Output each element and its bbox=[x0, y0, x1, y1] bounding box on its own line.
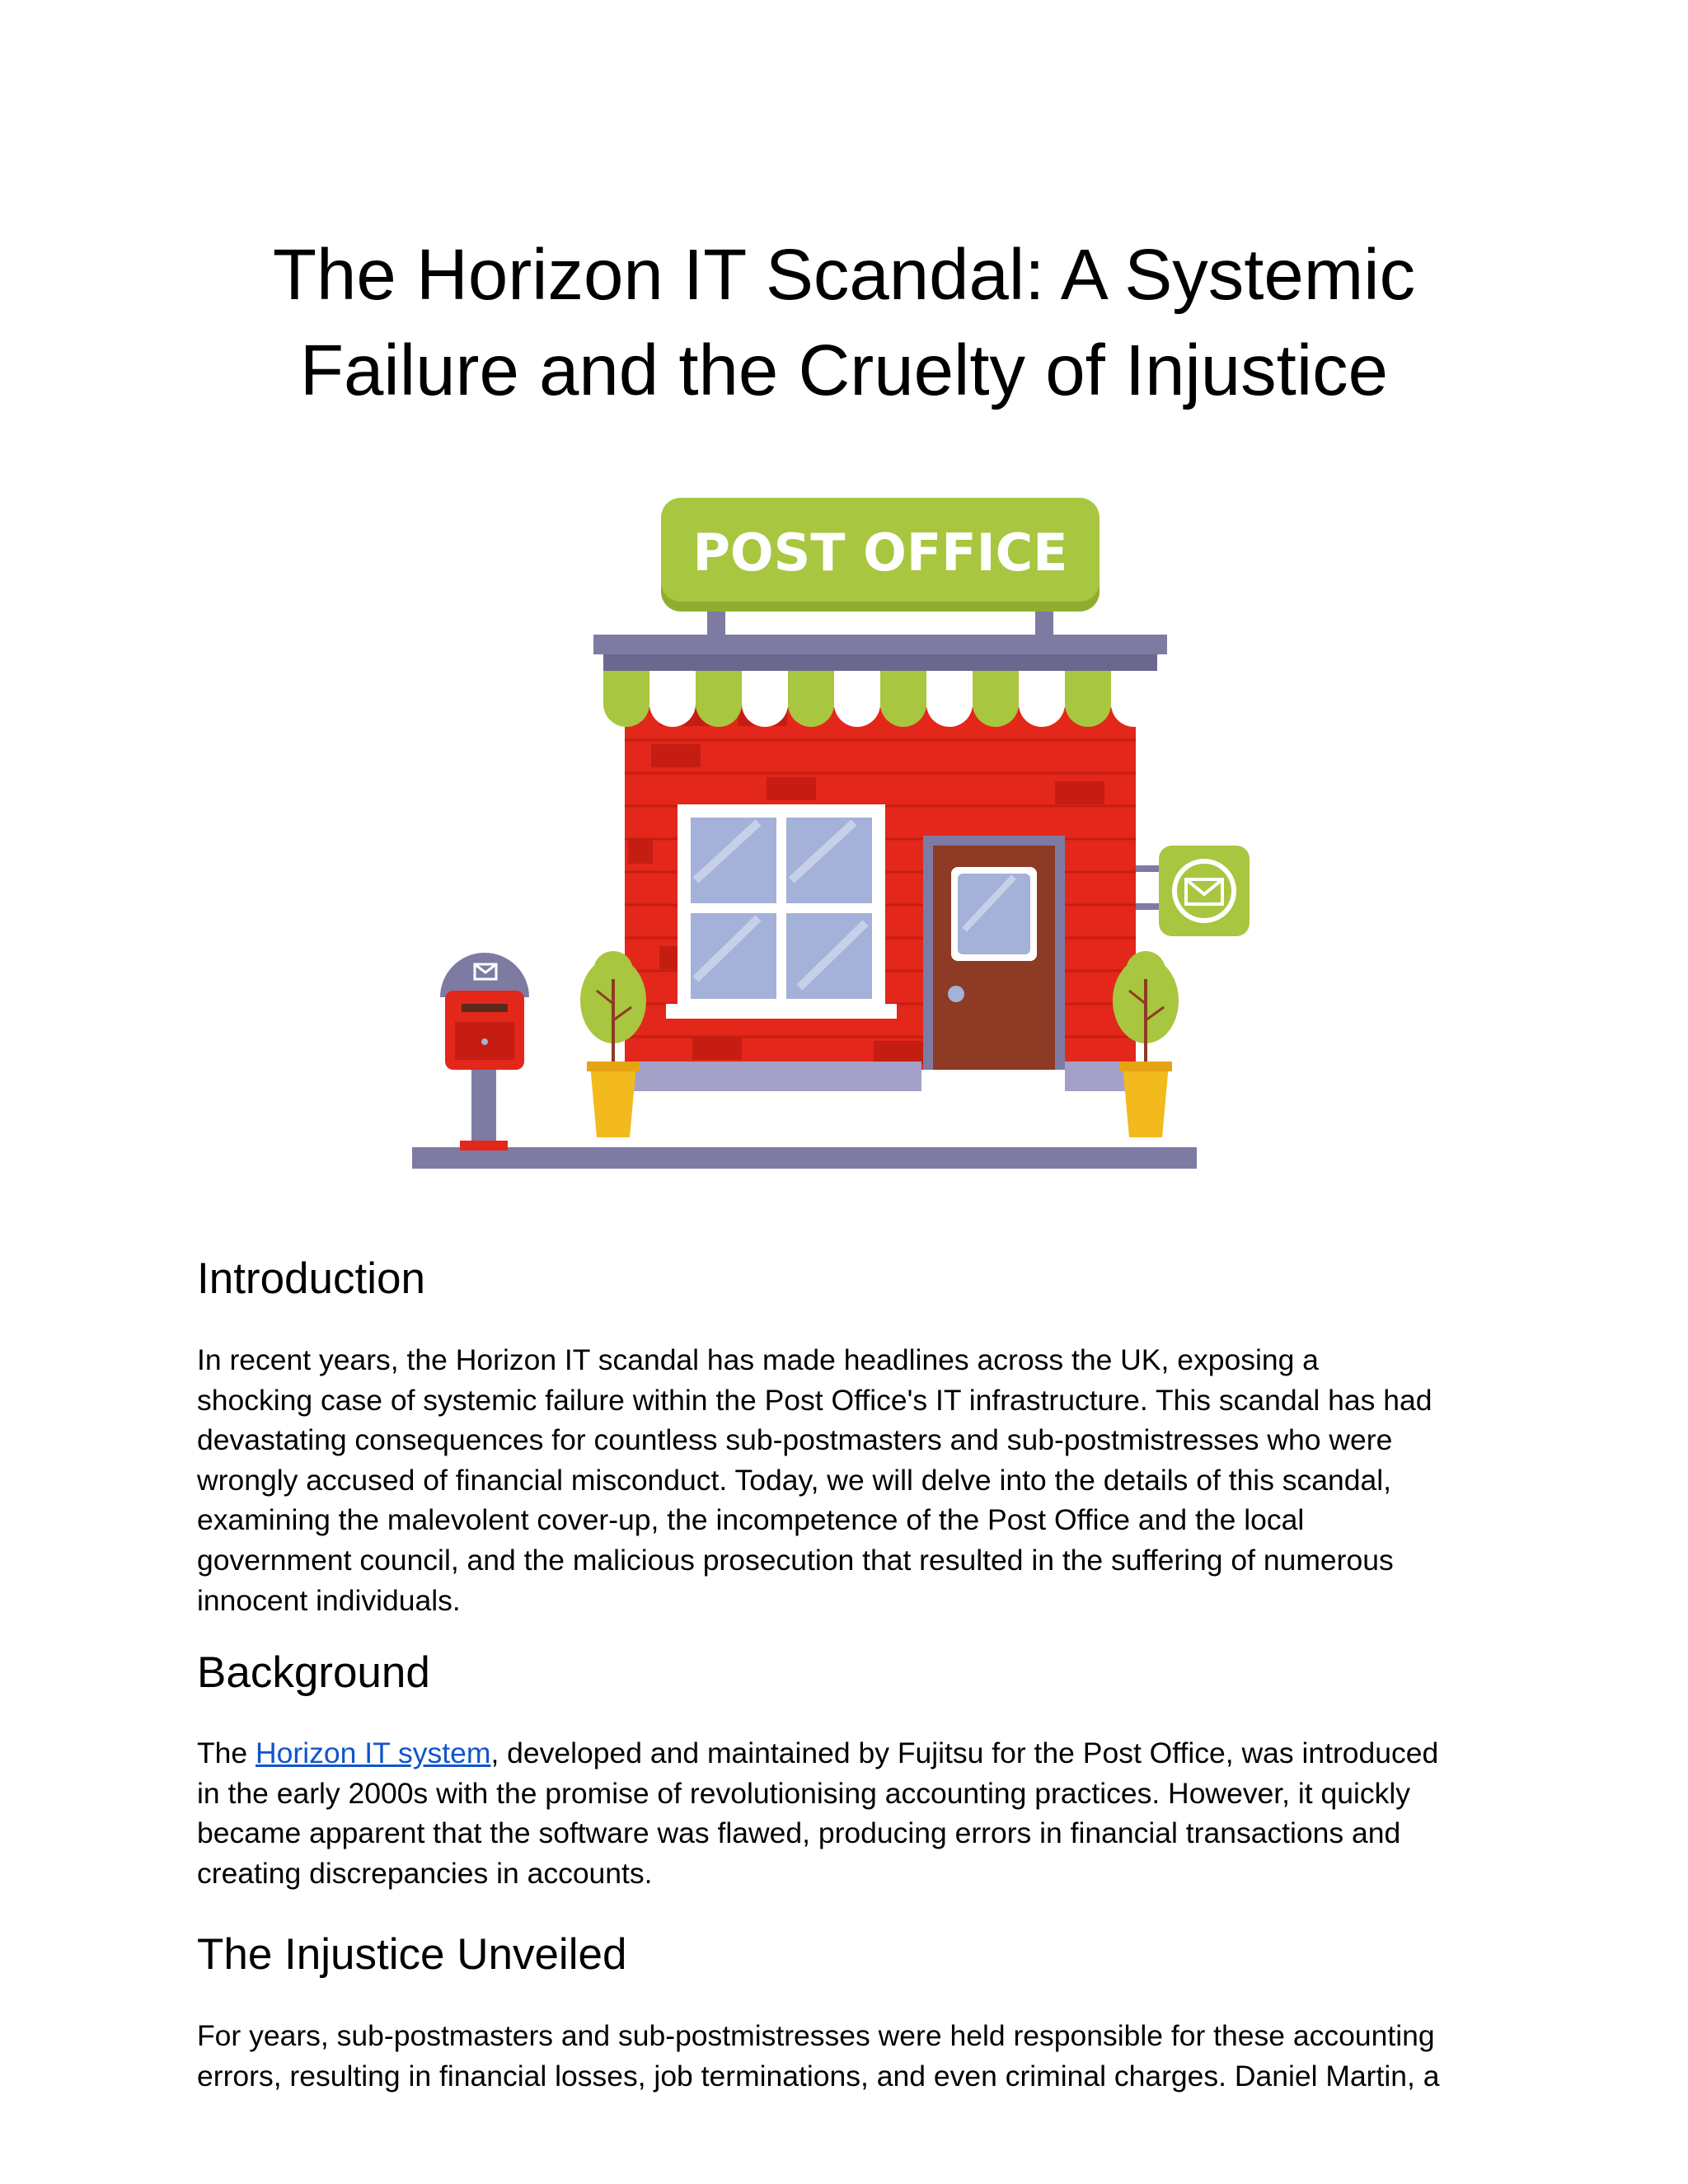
mailbox bbox=[440, 953, 529, 1151]
shop-door bbox=[923, 836, 1065, 1070]
introduction-heading: Introduction bbox=[197, 1254, 425, 1303]
background-heading: Background bbox=[197, 1648, 430, 1697]
mail-sign bbox=[1136, 846, 1250, 936]
injustice-paragraph: For years, sub-postmasters and sub-postmistresses were held responsible for these accounting errors, resulting in financial losses, job terminations, and even criminal charges. Daniel Martin, a bbox=[197, 2019, 1440, 2093]
document-title: The Horizon IT Scandal: A Systemic Failure and the Cruelty of Injustice bbox=[272, 235, 1416, 410]
shop-window bbox=[666, 804, 897, 1019]
background-text-prefix: The bbox=[197, 1736, 256, 1769]
injustice-heading: The Injustice Unveiled bbox=[197, 1930, 627, 1979]
post-office-sign bbox=[661, 498, 1100, 612]
introduction-paragraph: In recent years, the Horizon IT scandal has made headlines across the UK, exposing a shocking case of systemic failure within the Post Office's IT infrastructure. This scandal has had devastating consequences for countless sub-postmasters and sub-postmistresses who were wrongly accused of financial misconduct. Today, we will delve into the details of this scandal, examining the malevolent cover-up, the incompetence of the Post Office and the local government council, and the malicious prosecution that resulted in the suffering of numerous innocent individuals. bbox=[197, 1343, 1432, 1617]
background-paragraph bbox=[197, 1733, 1499, 1893]
post-office-illustration bbox=[412, 493, 1261, 1169]
horizon-it-system-link[interactable]: Horizon IT system bbox=[256, 1736, 491, 1769]
sign-text: POST OFFICE bbox=[692, 523, 1068, 583]
background-text-suffix: , developed and maintained by Fujitsu for the Post Office, was introduced in the early 2000s with the promise of revolutionising accounting practices. However, it quickly became apparent that the software was flawed, producing errors in financial transactions and creating discrepancies in accounts. bbox=[197, 1736, 1439, 1890]
